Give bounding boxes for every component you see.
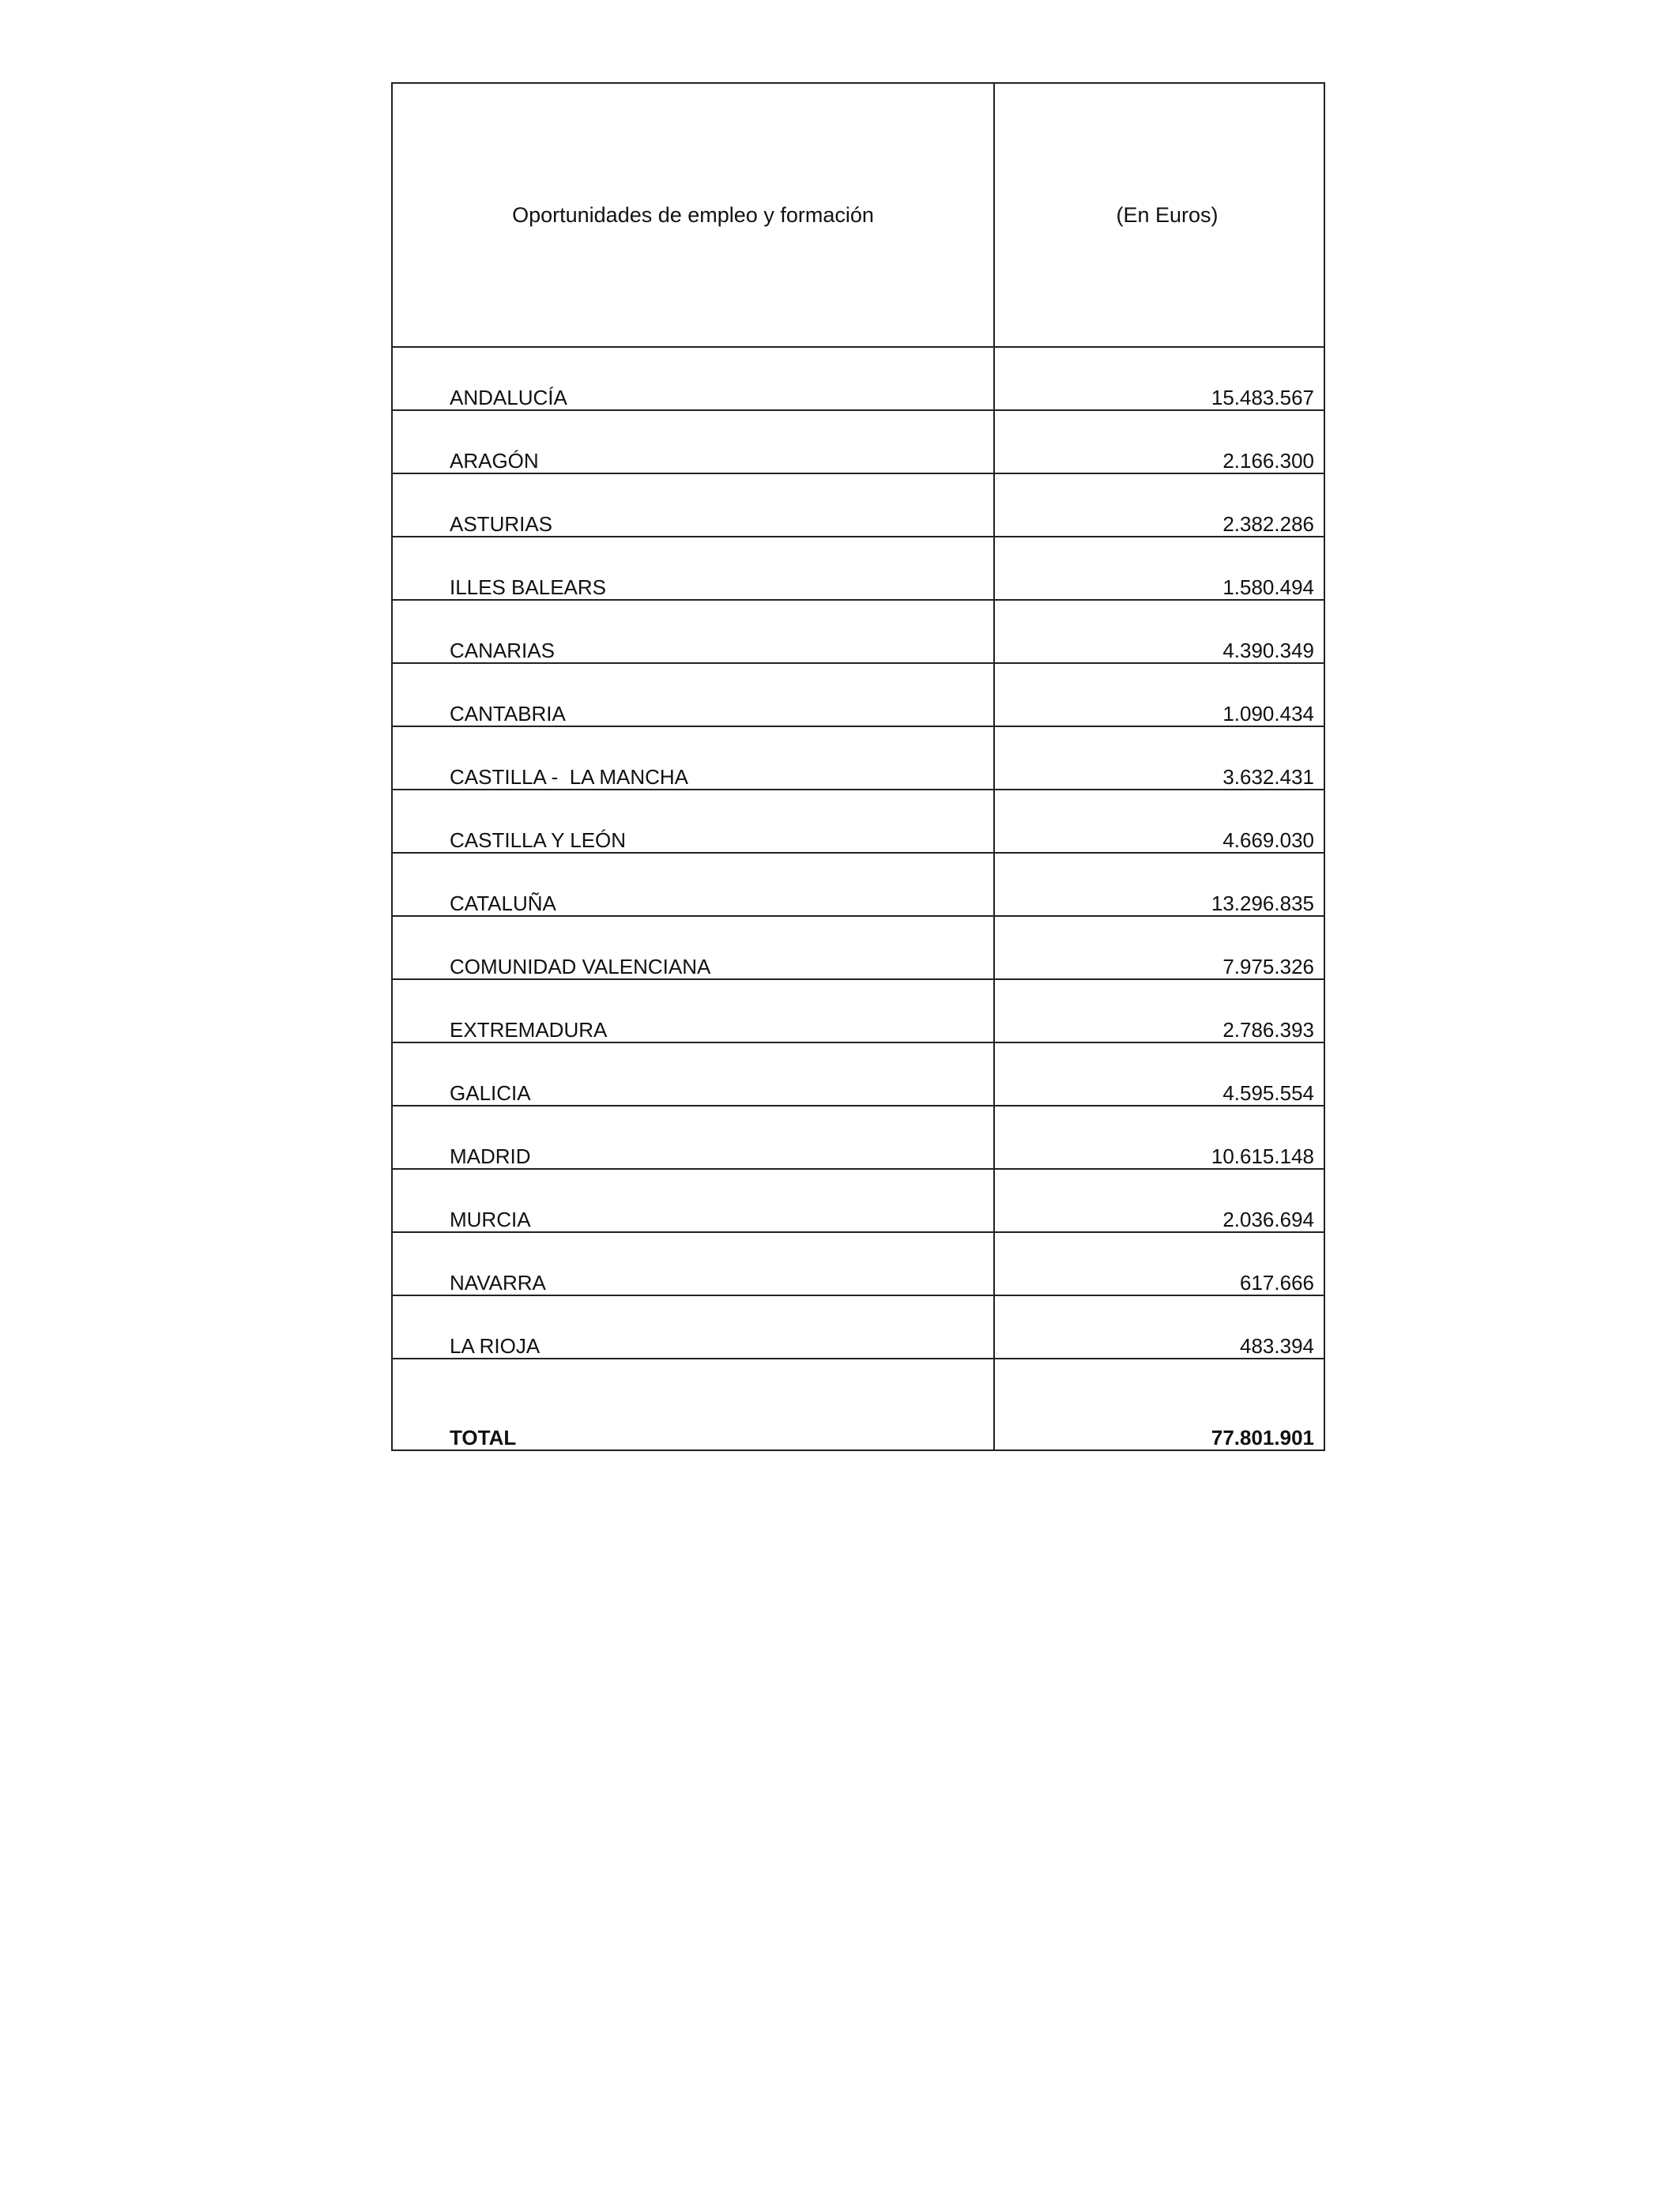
header-region: Oportunidades de empleo y formación [392, 83, 994, 347]
total-row [392, 1359, 1324, 1450]
total-label: TOTAL [392, 1359, 994, 1450]
region-name: CANTABRIA [392, 663, 994, 726]
region-amount: 2.382.286 [994, 473, 1324, 537]
region-amount: 15.483.567 [994, 347, 1324, 410]
table-row [392, 600, 1324, 663]
table-header-row [392, 83, 1324, 347]
region-amount: 7.975.326 [994, 916, 1324, 979]
region-amount: 1.090.434 [994, 663, 1324, 726]
table-row [392, 853, 1324, 916]
table-row [392, 790, 1324, 853]
table-row [392, 1295, 1324, 1359]
region-name: CATALUÑA [392, 853, 994, 916]
table-row [392, 1232, 1324, 1295]
region-amount: 483.394 [994, 1295, 1324, 1359]
header-amount: (En Euros) [994, 83, 1324, 347]
region-amount: 2.786.393 [994, 979, 1324, 1042]
region-amount: 13.296.835 [994, 853, 1324, 916]
region-name: GALICIA [392, 1042, 994, 1106]
region-name: COMUNIDAD VALENCIANA [392, 916, 994, 979]
region-name: CANARIAS [392, 600, 994, 663]
region-amount: 10.615.148 [994, 1106, 1324, 1169]
region-amount: 4.595.554 [994, 1042, 1324, 1106]
region-name: CASTILLA Y LEÓN [392, 790, 994, 853]
region-amount: 3.632.431 [994, 726, 1324, 790]
region-name: EXTREMADURA [392, 979, 994, 1042]
table-row [392, 726, 1324, 790]
region-name: ASTURIAS [392, 473, 994, 537]
region-amount: 4.669.030 [994, 790, 1324, 853]
table-row [392, 663, 1324, 726]
table-row [392, 347, 1324, 410]
region-name: ARAGÓN [392, 410, 994, 473]
region-name: MADRID [392, 1106, 994, 1169]
region-amount: 2.036.694 [994, 1169, 1324, 1232]
table-row [392, 537, 1324, 600]
region-name: ANDALUCÍA [392, 347, 994, 410]
table-row [392, 410, 1324, 473]
region-name: NAVARRA [392, 1232, 994, 1295]
region-amount: 1.580.494 [994, 537, 1324, 600]
region-amount: 4.390.349 [994, 600, 1324, 663]
budget-table [391, 82, 1325, 1451]
region-name: CASTILLA - LA MANCHA [392, 726, 994, 790]
region-name: LA RIOJA [392, 1295, 994, 1359]
region-name: MURCIA [392, 1169, 994, 1232]
table-row [392, 1106, 1324, 1169]
table-row [392, 473, 1324, 537]
region-amount: 617.666 [994, 1232, 1324, 1295]
table-row [392, 1042, 1324, 1106]
region-name: ILLES BALEARS [392, 537, 994, 600]
total-amount: 77.801.901 [994, 1359, 1324, 1450]
table-row [392, 916, 1324, 979]
table-row [392, 979, 1324, 1042]
table-row [392, 1169, 1324, 1232]
region-amount: 2.166.300 [994, 410, 1324, 473]
